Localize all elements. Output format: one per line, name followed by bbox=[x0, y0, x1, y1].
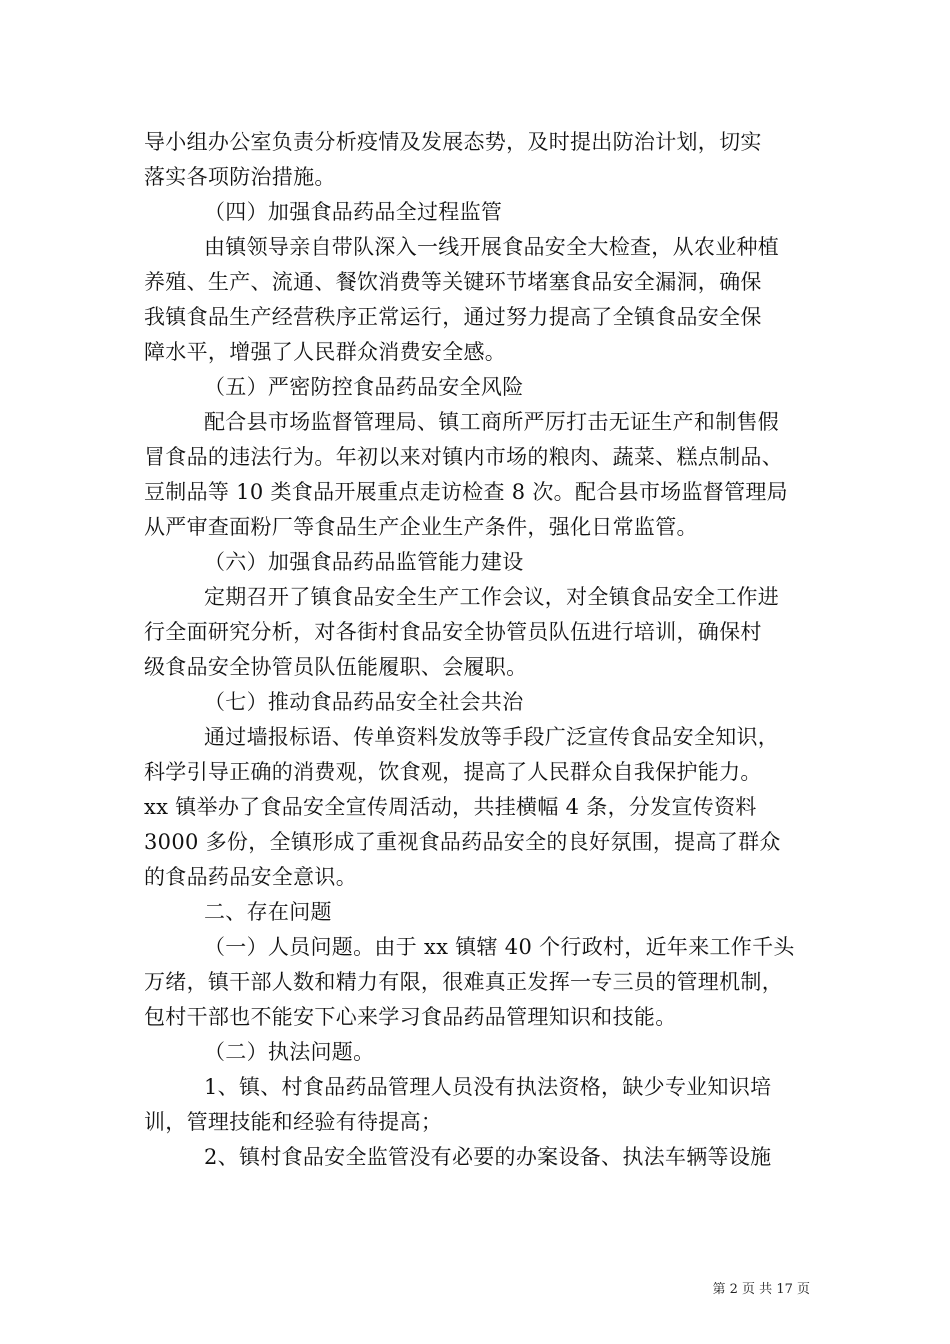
page-number: 第 2 页 共 17 页 bbox=[712, 1282, 810, 1297]
text-line: 由镇领导亲自带队深入一线开展食品安全大检查，从农业种植 bbox=[204, 235, 780, 259]
text-line: （一）人员问题。由于 xx 镇辖 40 个行政村，近年来工作千头 bbox=[204, 935, 795, 959]
text-line: 3000 多份，全镇形成了重视食品药品安全的良好氛围，提高了群众 bbox=[144, 830, 781, 854]
text-line: 导小组办公室负责分析疫情及发展态势，及时提出防治计划，切实 bbox=[144, 130, 762, 154]
text-line: 包村干部也不能安下心来学习食品药品管理知识和技能。 bbox=[144, 1005, 677, 1029]
text-line: 万绪，镇干部人数和精力有限，很难真正发挥一专三员的管理机制， bbox=[144, 970, 783, 994]
text-line: 行全面研究分析，对各街村食品安全协管员队伍进行培训，确保村 bbox=[144, 620, 762, 644]
text-line: 训，管理技能和经验有待提高； bbox=[144, 1110, 443, 1134]
text-line: 级食品安全协管员队伍能履职、会履职。 bbox=[144, 655, 528, 679]
text-line: （二）执法问题。 bbox=[204, 1040, 375, 1064]
text-line: 养殖、生产、流通、餐饮消费等关键环节堵塞食品安全漏洞，确保 bbox=[144, 270, 762, 294]
text-line: 冒食品的违法行为。年初以来对镇内市场的粮肉、蔬菜、糕点制品、 bbox=[144, 445, 783, 469]
text-line: 落实各项防治措施。 bbox=[144, 165, 336, 189]
text-line: 通过墙报标语、传单资料发放等手段广泛宣传食品安全知识， bbox=[204, 725, 780, 749]
text-line: 二、存在问题 bbox=[204, 900, 332, 924]
text-line: 从严审查面粉厂等食品生产企业生产条件，强化日常监管。 bbox=[144, 515, 698, 539]
text-line: 的食品药品安全意识。 bbox=[144, 865, 357, 889]
text-line: （六）加强食品药品监管能力建设 bbox=[204, 550, 524, 574]
text-line: 配合县市场监督管理局、镇工商所严厉打击无证生产和制售假 bbox=[204, 410, 780, 434]
text-line: 我镇食品生产经营秩序正常运行，通过努力提高了全镇食品安全保 bbox=[144, 305, 762, 329]
text-line: 障水平，增强了人民群众消费安全感。 bbox=[144, 340, 507, 364]
text-line: 豆制品等 10 类食品开展重点走访检查 8 次。配合县市场监督管理局 bbox=[144, 480, 788, 504]
text-line: 1、镇、村食品药品管理人员没有执法资格，缺少专业知识培 bbox=[204, 1075, 772, 1099]
text-line: xx 镇举办了食品安全宣传周活动，共挂横幅 4 条，分发宣传资料 bbox=[144, 795, 757, 819]
text-line: 科学引导正确的消费观，饮食观，提高了人民群众自我保护能力。 bbox=[144, 760, 762, 784]
text-line: 2、镇村食品安全监管没有必要的办案设备、执法车辆等设施 bbox=[204, 1145, 772, 1169]
text-line: 定期召开了镇食品安全生产工作会议，对全镇食品安全工作进 bbox=[204, 585, 780, 609]
text-line: （五）严密防控食品药品安全风险 bbox=[204, 375, 524, 399]
text-line: （七）推动食品药品安全社会共治 bbox=[204, 690, 524, 714]
text-line: （四）加强食品药品全过程监管 bbox=[204, 200, 503, 224]
